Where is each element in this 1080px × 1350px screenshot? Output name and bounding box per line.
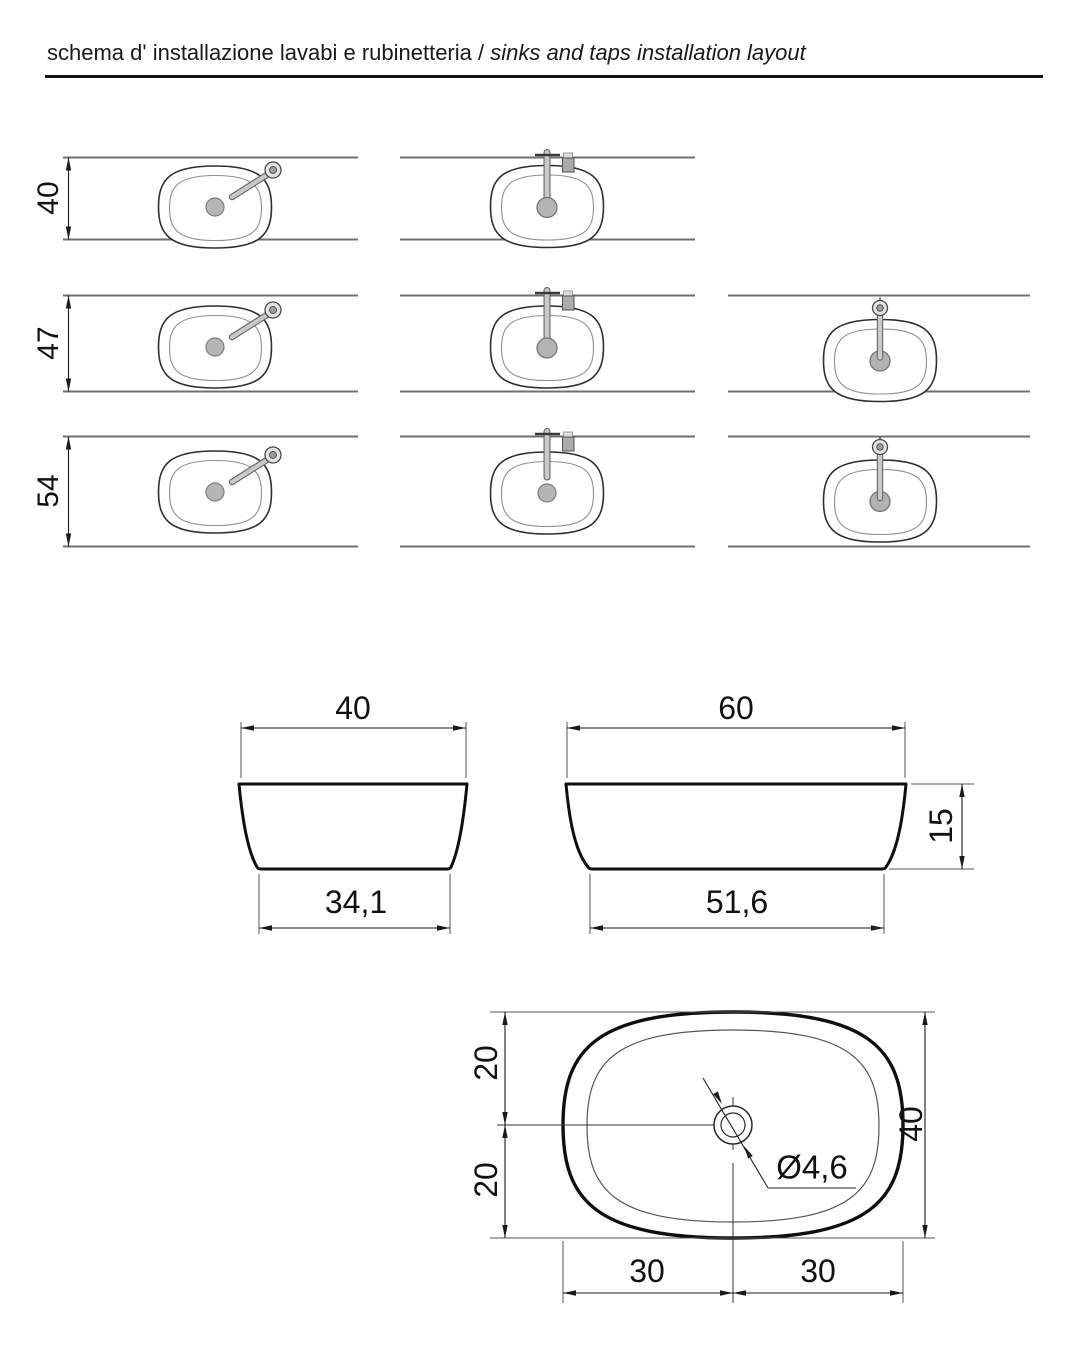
dimension-arrowhead bbox=[959, 856, 964, 869]
dimension-arrowhead bbox=[871, 925, 884, 930]
dim-label-counter-depth-54: 54 bbox=[32, 474, 65, 508]
dimension-arrowhead bbox=[892, 725, 905, 730]
dimension-arrowhead bbox=[567, 725, 580, 730]
drain-circle bbox=[206, 338, 224, 356]
dimension-arrowhead bbox=[959, 784, 964, 797]
sink-front-view bbox=[239, 784, 467, 869]
drain-outer-circle bbox=[714, 1106, 752, 1144]
dimension-arrowhead bbox=[890, 1290, 903, 1295]
dimension-arrowhead bbox=[502, 1012, 507, 1025]
drain-circle bbox=[538, 484, 556, 502]
title-english: sinks and taps installation layout bbox=[490, 40, 806, 65]
dimension-arrowhead bbox=[502, 1112, 507, 1125]
spout-end-over-drain bbox=[537, 338, 557, 358]
dimension-arrowhead bbox=[259, 925, 272, 930]
wall-tap-handle bbox=[563, 437, 575, 451]
dimension-arrowhead bbox=[66, 437, 71, 450]
dimension-arrowhead bbox=[502, 1225, 507, 1238]
tap-knob-center bbox=[877, 444, 884, 451]
dimension-arrowhead bbox=[66, 534, 71, 547]
dim-label-counter-depth-47: 47 bbox=[32, 326, 65, 360]
dimension-arrowhead bbox=[66, 227, 71, 240]
dim-label-front1-top-width: 40 bbox=[335, 690, 371, 726]
dimension-arrowhead bbox=[922, 1012, 927, 1025]
dim-label-front2-top-width: 60 bbox=[718, 690, 754, 726]
tap-knob-center bbox=[269, 451, 276, 458]
dim-label-plan-total-depth: 40 bbox=[893, 1106, 929, 1142]
dimension-arrowhead bbox=[563, 1290, 576, 1295]
dimension-arrowhead bbox=[66, 296, 71, 309]
title-separator: / bbox=[471, 40, 491, 65]
drain-circle bbox=[206, 198, 224, 216]
dimension-arrowhead bbox=[241, 725, 254, 730]
wall-tap-handle-stub bbox=[564, 153, 573, 158]
wall-tap-handle bbox=[563, 158, 575, 172]
dim-label-drain-diameter: Ø4,6 bbox=[776, 1148, 848, 1186]
dimension-arrowhead bbox=[437, 925, 450, 930]
dimension-arrowhead bbox=[720, 1290, 733, 1295]
dimension-arrowhead bbox=[502, 1125, 507, 1138]
wall-tap-handle-stub bbox=[564, 291, 573, 296]
dimension-arrowhead bbox=[453, 725, 466, 730]
tap-knob-center bbox=[877, 305, 884, 312]
dimension-arrowhead bbox=[66, 158, 71, 171]
dimension-arrowhead bbox=[590, 925, 603, 930]
dimension-arrowhead bbox=[922, 1225, 927, 1238]
dim-label-plan-upper-depth: 20 bbox=[468, 1045, 504, 1081]
dim-label-front2-bottom-width: 51,6 bbox=[705, 884, 769, 920]
dimension-arrowhead bbox=[733, 1290, 746, 1295]
dim-label-front1-bottom-width: 34,1 bbox=[324, 884, 388, 920]
dimension-arrowhead bbox=[66, 379, 71, 392]
wall-tap-handle bbox=[563, 296, 575, 310]
spout-end-over-drain bbox=[537, 198, 557, 218]
dim-label-plan-left-width: 30 bbox=[629, 1253, 665, 1289]
dim-label-plan-lower-depth: 20 bbox=[468, 1162, 504, 1198]
sink-front-view bbox=[566, 784, 906, 869]
drain-circle bbox=[206, 483, 224, 501]
tap-knob-center bbox=[269, 166, 276, 173]
wall-tap-handle-stub bbox=[564, 432, 573, 437]
dim-label-plan-right-width: 30 bbox=[800, 1253, 836, 1289]
title-italian: schema d' installazione lavabi e rubinetteria bbox=[47, 40, 472, 65]
dim-label-counter-depth-40: 40 bbox=[32, 181, 65, 215]
tap-knob-center bbox=[269, 306, 276, 313]
dim-label-front2-height: 15 bbox=[923, 808, 959, 844]
